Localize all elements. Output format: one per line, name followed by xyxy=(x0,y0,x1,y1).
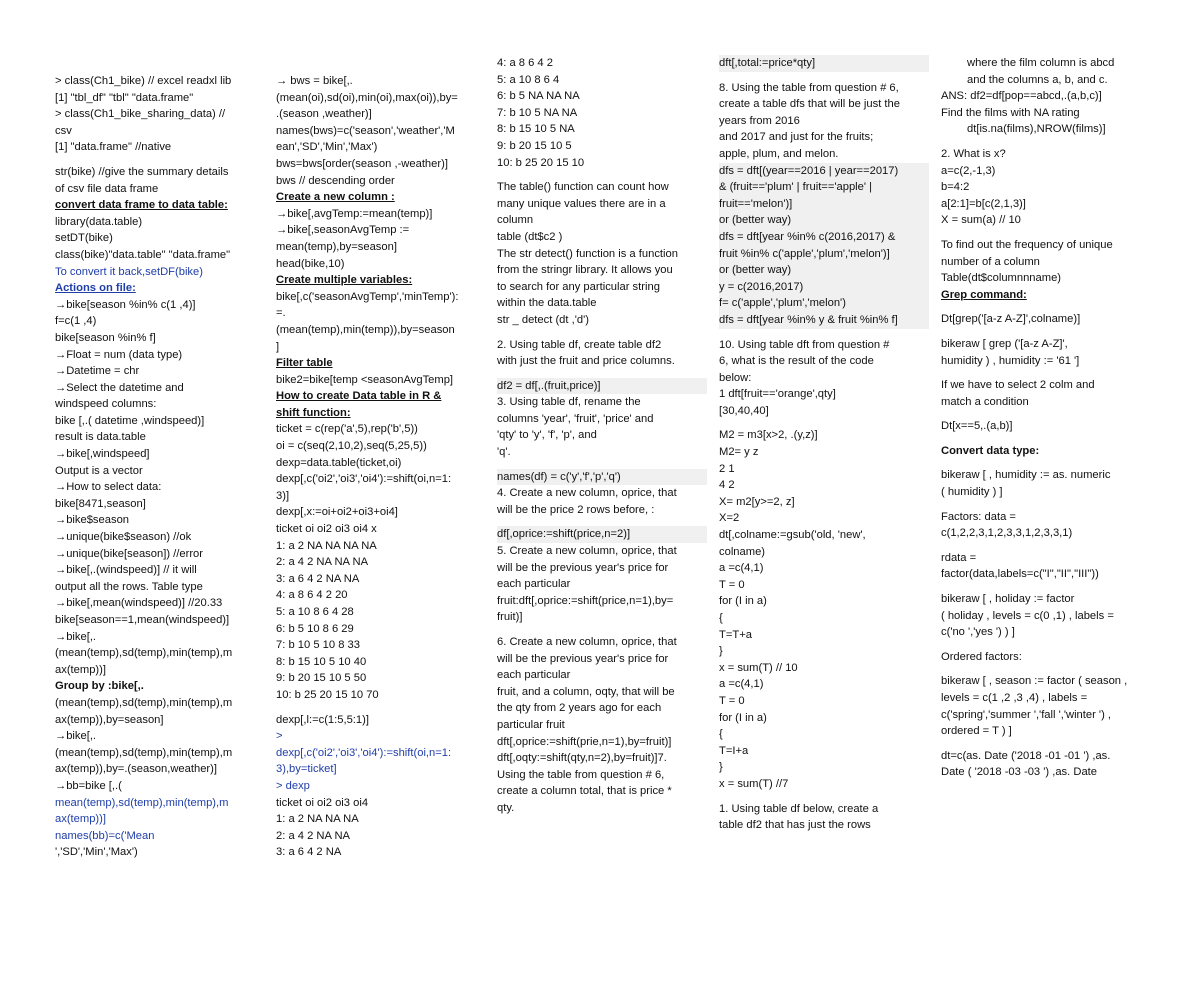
text-line: bikeraw [ grep ('[a-z A-Z]', xyxy=(941,337,1068,350)
text-line: T=I+a xyxy=(719,744,749,757)
text-line xyxy=(497,518,707,526)
text-line: →bike[,. xyxy=(55,630,97,643)
text-line: df2 = df[,.(fruit,price)] xyxy=(497,378,707,395)
text-line xyxy=(719,72,929,80)
text-line: To convert it back,setDF(bike) xyxy=(55,265,203,278)
text-line: windspeed columns: xyxy=(55,398,157,411)
text-line: a[2:1]=b[c(2,1,3)] xyxy=(941,197,1026,210)
text-line: ax(temp))] xyxy=(55,813,106,826)
text-line: dt[is.na(films),NROW(films)] xyxy=(967,123,1106,136)
text-line: for (I in a) xyxy=(719,595,767,608)
text-line: 10: b 25 20 15 10 xyxy=(497,156,585,169)
text-line: from the stringr library. It allows you xyxy=(497,264,673,277)
text-line: dexp[,c('oi2','oi3','oi4'):=shift(oi,n=1: xyxy=(276,746,452,759)
text-line: create a column total, that is price * xyxy=(497,785,672,798)
text-line: > xyxy=(276,730,283,743)
text-line: csv xyxy=(55,124,72,137)
text-line: bikeraw [ , humidity := as. numeric xyxy=(941,469,1111,482)
text-line xyxy=(941,410,1161,418)
text-line: dt[,colname:=gsub('old, 'new', xyxy=(719,529,866,542)
text-line: ] xyxy=(276,340,280,353)
text-line: Dt[grep('[a-z A-Z]',colname)] xyxy=(941,313,1081,326)
text-line: T = 0 xyxy=(719,578,745,591)
text-line: 8: b 15 10 5 NA xyxy=(497,123,575,136)
text-line: Find the films with NA rating xyxy=(941,106,1080,119)
text-line: will be the price 2 rows before, : xyxy=(497,503,655,516)
text-line: a =c(4,1) xyxy=(719,678,764,691)
text-line: each particular xyxy=(497,669,571,682)
text-line: (mean(temp),sd(temp),min(temp),m xyxy=(55,746,233,759)
text-line: →bike[,.(windspeed)] // it will xyxy=(55,564,197,577)
text-line: 7: b 10 5 10 8 33 xyxy=(276,639,360,652)
text-line xyxy=(497,626,707,634)
text-line xyxy=(497,461,707,469)
text-line: Table(dt$columnnname) xyxy=(941,272,1062,285)
text-line: names(df) = c('y','f','p','q') xyxy=(497,469,707,486)
text-line: 1. Using table df below, create a xyxy=(719,802,879,815)
text-line: of csv file data frame xyxy=(55,182,159,195)
text-line: bike[8471,season] xyxy=(55,497,146,510)
text-line: with just the fruit and price columns. xyxy=(497,355,675,368)
text-line xyxy=(941,328,1161,336)
text-line: bike[season %in% f] xyxy=(55,331,156,344)
text-line: →bike$season xyxy=(55,514,130,527)
text-line: y = c(2016,2017) xyxy=(719,279,929,296)
text-line xyxy=(941,641,1161,649)
text-line: ax(temp)),by=.(season,weather)] xyxy=(55,763,217,776)
text-line xyxy=(941,138,1161,146)
text-line: f= c('apple','plum','melon') xyxy=(719,295,929,312)
text-line: each particular xyxy=(497,578,571,591)
text-line xyxy=(497,171,707,179)
text-line: mean(temp),sd(temp),min(temp),m xyxy=(55,796,229,809)
text-line: dexp[,l:=c(1:5,5:1)] xyxy=(276,713,369,726)
text-line xyxy=(276,704,486,712)
text-line: X=2 xyxy=(719,512,740,525)
column-4 xyxy=(719,0,929,982)
text-line: ','SD','Min','Max') xyxy=(55,846,138,859)
text-line: fruit, and a column, oqty, that will be xyxy=(497,685,675,698)
text-line: 3. Using table df, rename the xyxy=(497,396,641,409)
text-line: bikeraw [ , holiday := factor xyxy=(941,593,1075,606)
text-line: To find out the frequency of unique xyxy=(941,238,1113,251)
text-line xyxy=(941,229,1161,237)
text-line: df[,oprice:=shift(price,n=2)] xyxy=(497,526,707,543)
text-line xyxy=(941,435,1161,443)
text-line: 6. Create a new column, oprice, that xyxy=(497,636,677,648)
text-line: c('spring','summer ','fall ','winter ') , xyxy=(941,708,1112,721)
text-line: > class(Ch1_bike) // excel readxl lib xyxy=(55,75,232,87)
text-line xyxy=(941,665,1161,673)
text-line: →bb=bike [,.( xyxy=(55,779,122,792)
text-line: 1: a 2 NA NA NA xyxy=(276,813,359,826)
text-line: Ordered factors: xyxy=(941,650,1022,663)
text-line: Filter table xyxy=(276,357,333,370)
text-line: 6, what is the result of the code xyxy=(719,355,874,368)
text-line: Factors: data = xyxy=(941,510,1016,523)
text-line: oi = c(seq(2,10,2),seq(5,25,5)) xyxy=(276,440,427,453)
text-line: years from 2016 xyxy=(719,114,800,127)
text-line: bws // descending order xyxy=(276,174,395,187)
text-line: ( humidity ) ] xyxy=(941,486,1003,499)
text-line: M2= y z xyxy=(719,446,759,459)
text-line: 3),by=ticket] xyxy=(276,763,337,776)
text-line: dfs = dft[year %in% c(2016,2017) & xyxy=(719,229,929,246)
column-1 xyxy=(55,0,263,1000)
text-line: fruit:dft[,oprice:=shift(price,n=1),by= xyxy=(497,594,674,607)
text-line: head(bike,10) xyxy=(276,257,345,270)
text-line: particular fruit xyxy=(497,718,565,731)
text-line: 1: a 2 NA NA NA NA xyxy=(276,539,377,552)
text-line: fruit %in% c('apple','plum','melon')] xyxy=(719,246,929,263)
text-line: and 2017 and just for the fruits; xyxy=(719,131,874,144)
text-line: ean','SD','Min','Max') xyxy=(276,141,378,154)
text-line xyxy=(941,583,1161,591)
text-line: names(bws)=c('season','weather','M xyxy=(276,124,455,137)
text-line xyxy=(941,740,1161,748)
text-line: create a table dfs that will be just the xyxy=(719,98,900,111)
text-line: table df2 that has just the rows xyxy=(719,819,871,832)
text-line: →bike[,mean(windspeed)] //20.33 xyxy=(55,597,223,610)
text-line: rdata = xyxy=(941,551,977,564)
text-line: 2: a 4 2 NA NA xyxy=(276,829,351,842)
text-line: levels = c(1 ,2 ,3 ,4) , labels = xyxy=(941,692,1088,704)
text-line: a =c(4,1) xyxy=(719,562,764,575)
text-line xyxy=(497,370,707,378)
text-line: 6: b 5 10 8 6 29 xyxy=(276,622,354,635)
text-line xyxy=(497,329,707,337)
text-line: Dt[x==5,.(a,b)] xyxy=(941,420,1013,433)
text-line: (mean(temp),min(temp)),by=season xyxy=(276,323,455,336)
text-line: 'qty' to 'y', 'f', 'p', and xyxy=(497,429,597,442)
text-line: 5. Create a new column, oprice, that xyxy=(497,545,677,558)
text-line: colname) xyxy=(719,545,766,558)
text-line: bws=bws[order(season ,-weather)] xyxy=(276,157,448,170)
text-line: within the data.table xyxy=(497,297,597,310)
text-line: →Datetime = chr xyxy=(55,365,140,378)
text-line: Convert data type: xyxy=(941,444,1040,457)
text-line: →unique(bike$season) //ok xyxy=(55,531,192,544)
text-line: →How to select data: xyxy=(55,481,162,494)
text-line: to search for any particular string xyxy=(497,280,660,293)
text-line: 4: a 8 6 4 2 20 xyxy=(276,589,348,602)
text-line: 1 dft[fruit=='orange',qty] xyxy=(719,388,836,401)
text-line: 10: b 25 20 15 10 70 xyxy=(276,688,379,701)
text-line: 3: a 6 4 2 NA xyxy=(276,846,342,859)
text-line: > class(Ch1_bike_sharing_data) // xyxy=(55,108,226,121)
text-line: dfs = dft[year %in% y & fruit %in% f] xyxy=(719,312,929,329)
text-line: } xyxy=(719,761,723,774)
text-line: →unique(bike[season]) //error xyxy=(55,547,203,560)
text-line: .(season ,weather)] xyxy=(276,108,372,121)
text-line: number of a column xyxy=(941,255,1040,268)
text-line: > dexp xyxy=(276,779,310,792)
text-line: 7: b 10 5 NA NA xyxy=(497,106,578,119)
text-line: ticket oi oi2 oi3 oi4 xyxy=(276,796,369,809)
text-line: =. xyxy=(276,307,286,320)
text-line: Using the table from question # 6, xyxy=(497,768,665,781)
text-line: shift function: xyxy=(276,406,351,419)
text-line: 2: a 4 2 NA NA NA xyxy=(276,556,369,569)
text-line: } xyxy=(719,645,723,658)
text-line: 4. Create a new column, oprice, that xyxy=(497,487,677,500)
text-line: T=T+a xyxy=(719,628,752,641)
text-line: a=c(2,-1,3) xyxy=(941,164,996,177)
text-line: If we have to select 2 colm and xyxy=(941,379,1095,392)
text-line: X= m2[y>=2, z] xyxy=(719,495,795,508)
text-line: 9: b 20 15 10 5 50 xyxy=(276,672,367,685)
text-line: str _ detect (dt ,'d') xyxy=(497,313,589,326)
text-line: bike[season==1,mean(windspeed)] xyxy=(55,614,230,626)
text-line xyxy=(941,459,1161,467)
text-line: 4: a 8 6 4 2 xyxy=(497,57,553,69)
text-line: column xyxy=(497,214,534,227)
text-line: 3)] xyxy=(276,489,290,502)
text-line xyxy=(941,369,1161,377)
text-line: →bike[,windspeed] xyxy=(55,448,150,461)
text-line: 2 1 xyxy=(719,462,735,475)
text-line: The table() function can count how xyxy=(497,181,669,194)
text-line: 4 2 xyxy=(719,479,735,492)
text-line: below: xyxy=(719,371,752,384)
text-line: setDT(bike) xyxy=(55,232,113,245)
text-line: 5: a 10 8 6 4 xyxy=(497,73,560,86)
text-line: →bike[season %in% c(1 ,4)] xyxy=(55,298,196,311)
text-line: bikeraw [ , season := factor ( season , xyxy=(941,675,1128,688)
text-line: ANS: df2=df[pop==abcd,.(a,b,c)] xyxy=(941,90,1102,103)
text-line: ( holiday , levels = c(0 ,1) , labels = xyxy=(941,609,1114,622)
text-line: 'q'. xyxy=(497,446,511,459)
text-line: dfs = dft[(year==2016 | year==2017) xyxy=(719,163,929,180)
text-line: apple, plum, and melon. xyxy=(719,147,839,160)
text-line: dexp[,x:=oi+oi2+oi3+oi4] xyxy=(276,506,398,519)
text-line: M2 = m3[x>2, .(y,z)] xyxy=(719,429,818,442)
text-line: 2. Using table df, create table df2 xyxy=(497,338,662,351)
text-line: c(1,2,2,3,1,2,3,3,1,2,3,3,1) xyxy=(941,527,1073,540)
text-line: Create multiple variables: xyxy=(276,274,413,287)
text-line: or (better way) xyxy=(719,262,929,279)
text-line: 10. Using table dft from question # xyxy=(719,338,890,351)
text-line: ticket = c(rep('a',5),rep('b',5)) xyxy=(276,423,418,436)
text-line: c('no ','yes ') ) ] xyxy=(941,626,1015,639)
text-line: x = sum(T) // 10 xyxy=(719,661,798,674)
text-line: { xyxy=(719,612,723,624)
text-line: Group by :bike[,. xyxy=(55,680,144,693)
text-line: will be the previous year's price for xyxy=(497,561,669,574)
text-line: dt=c(as. Date ('2018 -01 -01 ') ,as. xyxy=(941,749,1111,762)
text-line xyxy=(941,501,1161,509)
text-line: 8: b 15 10 5 10 40 xyxy=(276,655,367,668)
text-line: The str detect() function is a function xyxy=(497,247,678,260)
text-line: fruit=='melon')] xyxy=(719,196,929,213)
text-line: result is data.table xyxy=(55,431,146,444)
text-line: bike2=bike[temp <seasonAvgTemp] xyxy=(276,373,454,386)
text-line: fruit)] xyxy=(497,611,523,624)
text-line: 9: b 20 15 10 5 xyxy=(497,139,572,152)
text-line: table (dt$c2 ) xyxy=(497,230,563,243)
text-line: 2. What is x? xyxy=(941,147,1006,160)
text-line: Date ( '2018 -03 -03 ') ,as. Date xyxy=(941,766,1098,779)
text-line: match a condition xyxy=(941,395,1029,408)
text-line: x = sum(T) //7 xyxy=(719,777,789,790)
text-line: →Select the datetime and xyxy=(55,381,184,394)
text-line: T = 0 xyxy=(719,694,745,707)
text-line: convert data frame to data table: xyxy=(55,199,228,212)
text-line: f=c(1 ,4) xyxy=(55,315,97,328)
text-line: (mean(temp),sd(temp),min(temp),m xyxy=(55,696,233,709)
text-line: ordered = T ) ] xyxy=(941,725,1012,738)
text-line: ax(temp)),by=season] xyxy=(55,713,164,726)
text-line: qty. xyxy=(497,801,515,814)
text-line: bike [,.( datetime ,windspeed)] xyxy=(55,414,205,427)
text-line: columns 'year', 'fruit', 'price' and xyxy=(497,412,654,425)
text-line: names(bb)=c('Mean xyxy=(55,829,155,842)
text-line: output all the rows. Table type xyxy=(55,580,203,593)
text-line xyxy=(719,419,929,427)
text-line: dexp[,c('oi2','oi3','oi4'):=shift(oi,n=1: xyxy=(276,473,452,486)
text-line: →bike[,avgTemp:=mean(temp)] xyxy=(276,207,433,220)
text-line: X = sum(a) // 10 xyxy=(941,214,1021,227)
text-line: b=4:2 xyxy=(941,181,970,194)
text-line: factor(data,labels=c("I","II","III")) xyxy=(941,568,1099,581)
text-line: & (fruit=='plum' | fruit=='apple' | xyxy=(719,179,929,196)
text-line: ticket oi oi2 oi3 oi4 x xyxy=(276,523,377,536)
text-line: [1] "data.frame" //native xyxy=(55,141,172,154)
column-5 xyxy=(941,0,1161,982)
text-line: [30,40,40] xyxy=(719,404,769,417)
text-line: 8. Using the table from question # 6, xyxy=(719,81,899,94)
text-line: (mean(temp),sd(temp),min(temp),m xyxy=(55,647,233,660)
text-line: many unique values there are in a xyxy=(497,197,666,210)
text-line: dexp=data.table(ticket,oi) xyxy=(276,456,402,469)
text-line: 3: a 6 4 2 NA NA xyxy=(276,572,360,585)
text-line: or (better way) xyxy=(719,212,929,229)
text-line: class(bike)"data.table" "data.frame" xyxy=(55,248,231,261)
text-line: dft[,oprice:=shift(prie,n=1),by=fruit)] xyxy=(497,735,672,748)
text-line xyxy=(941,303,1161,311)
text-line: 6: b 5 NA NA NA xyxy=(497,90,580,103)
text-line: Output is a vector xyxy=(55,464,143,477)
text-line: How to create Data table in R & xyxy=(276,390,442,403)
text-line xyxy=(719,329,929,337)
text-line xyxy=(941,542,1161,550)
text-line xyxy=(55,156,263,164)
text-line: str(bike) //give the summary details xyxy=(55,165,229,178)
text-line: 5: a 10 8 6 4 28 xyxy=(276,606,354,618)
text-line: Grep command: xyxy=(941,288,1027,301)
text-line: for (I in a) xyxy=(719,711,767,724)
text-line: →Float = num (data type) xyxy=(55,348,183,361)
text-line: dft[,total:=price*qty] xyxy=(719,55,929,72)
text-line: will be the previous year's price for xyxy=(497,652,669,665)
text-line: Actions on file: xyxy=(55,282,136,295)
text-line: { xyxy=(719,728,723,741)
text-line: library(data.table) xyxy=(55,215,143,228)
text-line: and the columns a, b, and c. xyxy=(967,73,1108,86)
text-line: →bike[,seasonAvgTemp := xyxy=(276,224,410,237)
text-line: Create a new column : xyxy=(276,191,395,204)
text-line: the qty from 2 years ago for each xyxy=(497,702,662,715)
text-line: dft[,oqty:=shift(qty,n=2),by=fruit)]7. xyxy=(497,752,667,765)
text-line: ax(temp))] xyxy=(55,663,106,676)
text-line: where the film column is abcd xyxy=(967,57,1115,69)
text-line xyxy=(719,793,929,801)
text-line: [1] "tbl_df" "tbl" "data.frame" xyxy=(55,91,194,104)
column-2 xyxy=(276,0,486,1000)
text-line: mean(temp),by=season] xyxy=(276,240,397,253)
text-line: → bws = bike[,. xyxy=(276,75,353,87)
text-line: bike[,c('seasonAvgTemp','minTemp'): xyxy=(276,290,459,303)
column-3 xyxy=(497,0,707,982)
text-line: (mean(oi),sd(oi),min(oi),max(oi)),by= xyxy=(276,91,458,104)
text-line: humidity ) , humidity := '61 '] xyxy=(941,354,1080,367)
text-line: →bike[,. xyxy=(55,730,97,743)
